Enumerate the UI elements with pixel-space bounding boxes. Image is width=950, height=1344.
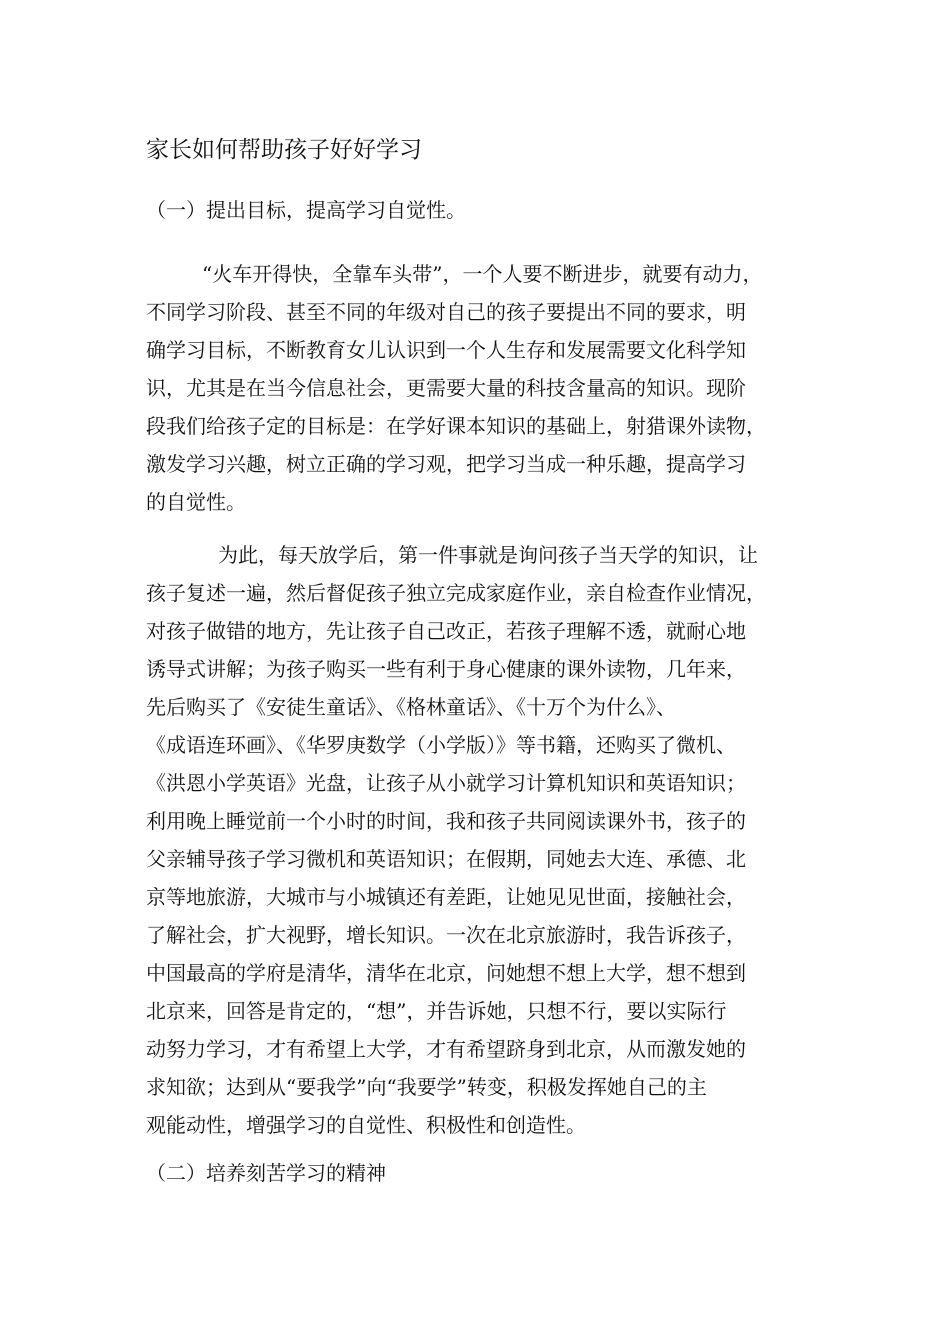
paragraph-line: 了解社会，扩大视野，增长知识。一次在北京旅游时，我告诉孩子，: [146, 923, 746, 947]
section-heading-1: （一）提出目标，提高学习自觉性。: [146, 198, 466, 222]
paragraph-line: 先后购买了《安徒生童话》、《格林童话》、《十万个为什么》、: [146, 695, 676, 719]
paragraph-line: 动努力学习，才有希望上大学，才有希望跻身到北京，从而激发她的: [146, 1037, 746, 1061]
paragraph-line: “火车开得快，全靠车头带”，一个人要不断进步，就要有动力，: [202, 262, 763, 286]
paragraph-line: 《洪恩小学英语》光盘，让孩子从小就学习计算机知识和英语知识；: [146, 771, 746, 795]
paragraph-1: [146, 255, 826, 521]
paragraph-line: 中国最高的学府是清华，清华在北京，问她想不想上大学，想不想到: [146, 961, 746, 985]
paragraph-line: 激发学习兴趣，树立正确的学习观，把学习当成一种乐趣，提高学习: [146, 452, 746, 476]
paragraph-line: 观能动性，增强学习的自觉性、积极性和创造性。: [146, 1113, 586, 1137]
paragraph-line: 孩子复述一遍，然后督促孩子独立完成家庭作业，亲自检查作业情况，: [146, 581, 766, 605]
paragraph-line: 《成语连环画》、《华罗庚数学（小学版）》等书籍，还购买了微机、: [146, 733, 736, 757]
document-title: 家长如何帮助孩子好好学习: [146, 137, 422, 163]
paragraph-line: 求知欲；达到从“要我学”向“我要学”转变，积极发挥她自己的主: [146, 1075, 707, 1099]
paragraph-line: 为此，每天放学后，第一件事就是询问孩子当天学的知识，让: [218, 543, 758, 567]
paragraph-line: 诱导式讲解；为孩子购买一些有利于身心健康的课外读物，几年来，: [146, 657, 746, 681]
paragraph-line: 北京来，回答是肯定的，“想”，并告诉她，只想不行，要以实际行: [146, 999, 727, 1023]
section-heading-2: （二）培养刻苦学习的精神: [146, 1161, 386, 1185]
paragraph-line: 确学习目标，不断教育女儿认识到一个人生存和发展需要文化科学知: [146, 338, 746, 362]
paragraph-line: 的自觉性。: [146, 490, 246, 514]
paragraph-line: 段我们给孩子定的目标是：在学好课本知识的基础上，射猎课外读物，: [146, 414, 766, 438]
paragraph-line: 利用晚上睡觉前一个小时的时间，我和孩子共同阅读课外书，孩子的: [146, 809, 746, 833]
paragraph-line: 不同学习阶段、甚至不同的年级对自己的孩子要提出不同的要求，明: [146, 300, 746, 324]
paragraph-line: 识，尤其是在当今信息社会，更需要大量的科技含量高的知识。现阶: [146, 376, 746, 400]
paragraph-2: [146, 536, 826, 1144]
paragraph-line: 京等地旅游，大城市与小城镇还有差距，让她见见世面，接触社会，: [146, 885, 746, 909]
paragraph-line: 对孩子做错的地方，先让孩子自己改正，若孩子理解不透，就耐心地: [146, 619, 746, 643]
paragraph-line: 父亲辅导孩子学习微机和英语知识；在假期，同她去大连、承德、北: [146, 847, 746, 871]
